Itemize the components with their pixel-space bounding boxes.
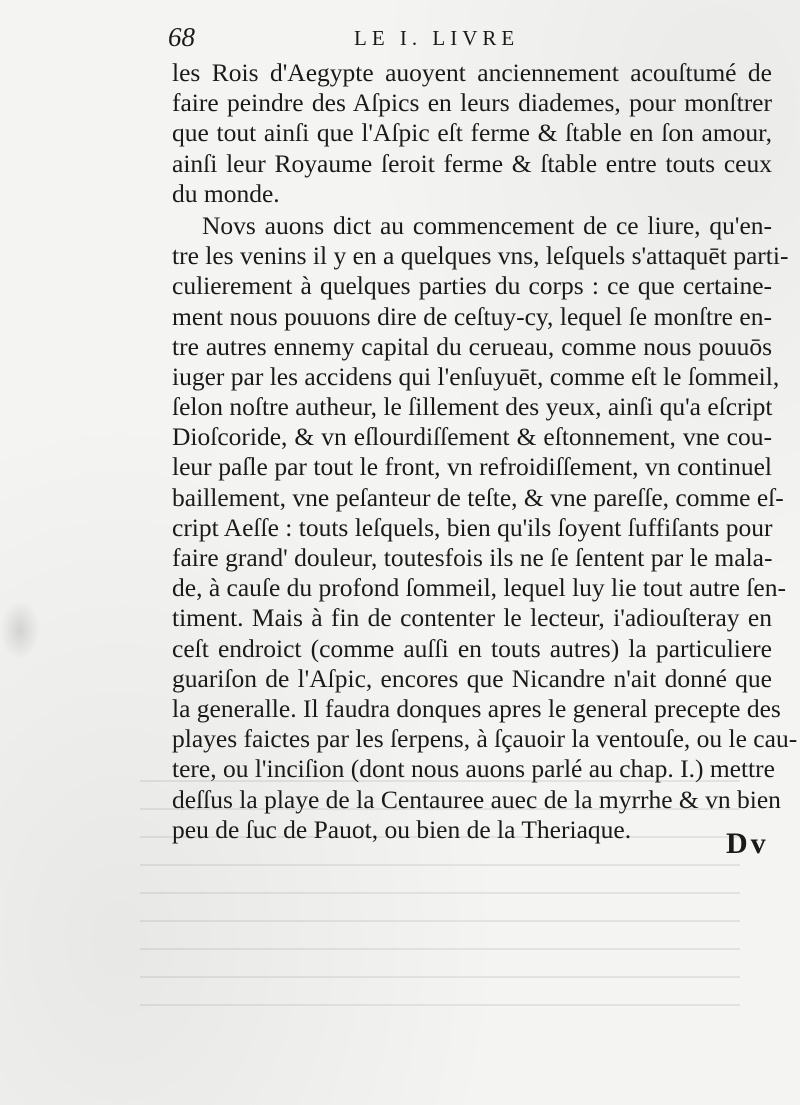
- page-number: 68: [168, 22, 195, 52]
- text-line: Novs auons dict au commencement de ce liure, qu'en-: [202, 210, 772, 240]
- body-text: [172, 58, 798, 845]
- text-line: tere, ou l'inciſion (dont nous auons parlé au chap. I.) mettre: [172, 754, 775, 784]
- text-line: faire peindre des Aſpics en leurs diademes, pour monſtrer: [172, 88, 772, 118]
- page-header: [168, 22, 768, 52]
- text-line: ſelon noſtre autheur, le ſillement des yeux, ainſi qu'a eſcript: [172, 392, 773, 422]
- text-line: la generalle. Il faudra donques apres le general precepte des: [172, 693, 781, 723]
- text-line: tre les venins il y en a quelques vns, leſquels s'attaquēt parti-: [172, 241, 789, 271]
- catchword: Dv: [726, 827, 769, 860]
- text-line: les Rois d'Aegypte auoyent anciennement acouſtumé de: [172, 58, 772, 87]
- text-line: du monde.: [172, 178, 280, 208]
- text-line: culierement à quelques parties du corps : ce que certaine-: [172, 271, 772, 301]
- text-line: ceſt endroict (comme auſſi en touts autres) la particuliere: [172, 633, 772, 663]
- page-smudge: [0, 600, 40, 660]
- text-line: tre autres ennemy capital du cerueau, comme nous pouuōs: [172, 331, 772, 361]
- paragraph-2: [172, 210, 798, 845]
- paragraph-1: [172, 58, 772, 209]
- text-line: baillement, vne peſanteur de teſte, & vne pareſſe, comme eſ-: [172, 482, 784, 512]
- text-line: cript Aeſſe : touts leſquels, bien qu'ils ſoyent ſuffiſants pour: [172, 512, 773, 542]
- text-line: Dioſcoride, & vn eſlourdiſſement & eſtonnement, vne cou-: [172, 422, 772, 452]
- text-line: playes faictes par les ſerpens, à ſçauoir la ventouſe, ou le cau-: [172, 724, 798, 754]
- text-line: de, à cauſe du profond ſommeil, lequel luy lie tout autre ſen-: [172, 573, 786, 603]
- text-line: timent. Mais à fin de contenter le lecteur, i'adiouſteray en: [172, 603, 772, 633]
- text-line: guariſon de l'Aſpic, encores que Nicandre n'ait donné que: [172, 663, 772, 693]
- text-line: faire grand' douleur, toutesfois ils ne ſe ſentent par le mala-: [172, 543, 773, 572]
- text-line: que tout ainſi que l'Aſpic eſt ferme & ſtable en ſon amour,: [172, 118, 772, 148]
- text-line: iuger par les accidens qui l'enſuyuēt, comme eſt le ſommeil,: [172, 361, 780, 391]
- running-head: LE I. LIVRE: [354, 26, 520, 50]
- text-line: ment nous pouuons dire de ceſtuy-cy, lequel ſe monſtre en-: [172, 301, 772, 331]
- text-line: leur paſle par tout le front, vn refroidiſſement, vn continuel: [172, 452, 772, 482]
- text-line: deſſus la playe de la Centauree auec de la myrrhe & vn bien: [172, 784, 781, 814]
- text-line: peu de ſuc de Pauot, ou bien de la Theriaque.: [172, 814, 632, 844]
- text-line: ainſi leur Royaume ſeroit ferme & ſtable entre touts ceux: [172, 148, 772, 178]
